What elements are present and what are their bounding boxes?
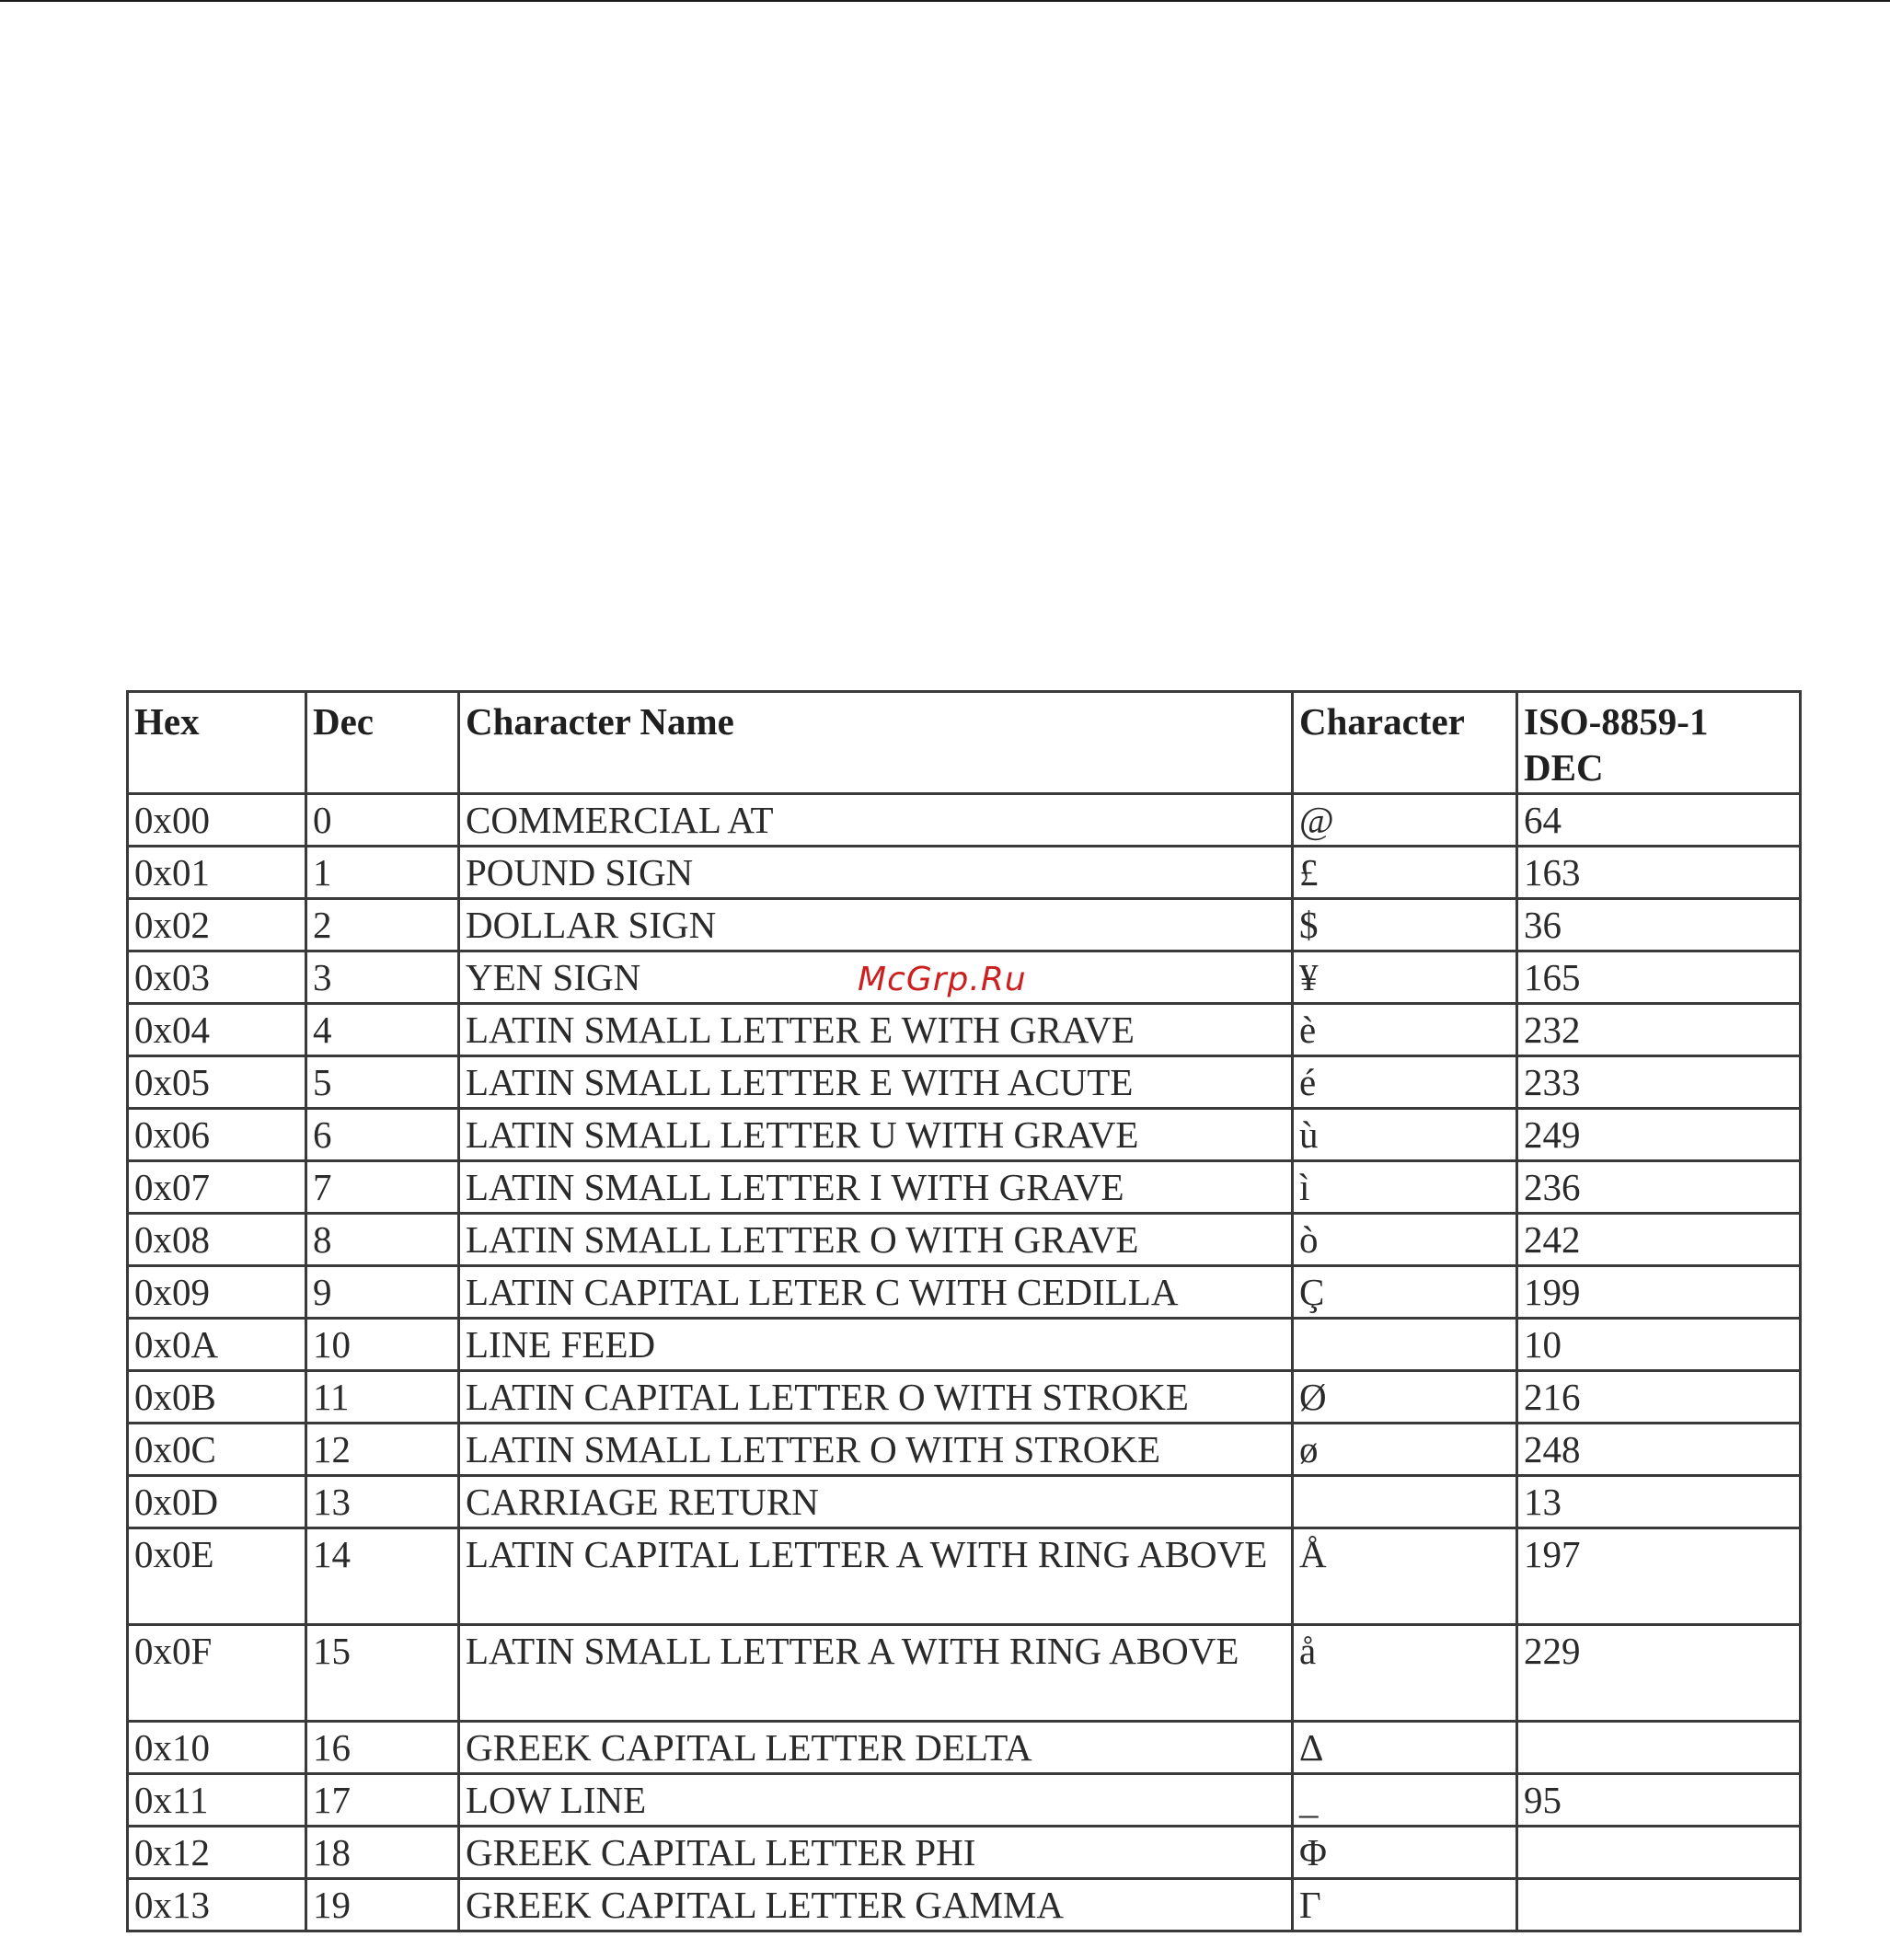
table-row [128,1319,1801,1371]
dec-cell: 7 [306,1161,459,1214]
character-cell: ù [1293,1109,1517,1161]
iso-cell [1517,1827,1801,1879]
character-cell: ¥ [1293,951,1517,1004]
hex-cell: 0x02 [128,899,306,951]
dec-cell: 14 [306,1528,459,1625]
table-header-row [128,692,1801,794]
name-cell: LATIN SMALL LETTER E WITH ACUTE [459,1056,1293,1109]
name-cell: LATIN SMALL LETTER E WITH GRAVE [459,1004,1293,1056]
hex-cell: 0x12 [128,1827,306,1879]
dec-cell: 5 [306,1056,459,1109]
name-cell: GREEK CAPITAL LETTER DELTA [459,1722,1293,1774]
iso-cell: 249 [1517,1109,1801,1161]
iso-cell: 199 [1517,1266,1801,1319]
iso-cell: 242 [1517,1214,1801,1266]
character-cell: è [1293,1004,1517,1056]
character-cell: ø [1293,1424,1517,1476]
page-top-rule [0,0,1890,2]
dec-cell: 8 [306,1214,459,1266]
name-cell: LATIN SMALL LETTER O WITH GRAVE [459,1214,1293,1266]
character-set-table [126,690,1802,1932]
character-cell: Ç [1293,1266,1517,1319]
character-cell: @ [1293,794,1517,847]
hex-cell: 0x0A [128,1319,306,1371]
iso-cell: 95 [1517,1774,1801,1827]
character-cell: Å [1293,1528,1517,1625]
name-cell: CARRIAGE RETURN [459,1476,1293,1528]
header-character: Character [1293,692,1517,794]
table-row [128,1528,1801,1625]
dec-cell: 17 [306,1774,459,1827]
name-cell: LATIN SMALL LETTER O WITH STROKE [459,1424,1293,1476]
hex-cell: 0x11 [128,1774,306,1827]
iso-cell: 64 [1517,794,1801,847]
character-cell: Γ [1293,1879,1517,1931]
character-cell [1293,1319,1517,1371]
table-row [128,1879,1801,1931]
dec-cell: 11 [306,1371,459,1424]
dec-cell: 2 [306,899,459,951]
hex-cell: 0x10 [128,1722,306,1774]
character-cell: ò [1293,1214,1517,1266]
table-row [128,794,1801,847]
iso-cell: 233 [1517,1056,1801,1109]
table-row [128,1625,1801,1722]
iso-cell: 10 [1517,1319,1801,1371]
name-cell: LATIN SMALL LETTER I WITH GRAVE [459,1161,1293,1214]
iso-cell: 236 [1517,1161,1801,1214]
hex-cell: 0x08 [128,1214,306,1266]
dec-cell: 0 [306,794,459,847]
hex-cell: 0x0C [128,1424,306,1476]
dec-cell: 18 [306,1827,459,1879]
table-row [128,1774,1801,1827]
dec-cell: 16 [306,1722,459,1774]
hex-cell: 0x09 [128,1266,306,1319]
character-cell: Δ [1293,1722,1517,1774]
table-row [128,899,1801,951]
table-row [128,1056,1801,1109]
name-cell: GREEK CAPITAL LETTER PHI [459,1827,1293,1879]
character-cell: ì [1293,1161,1517,1214]
table-row [128,1476,1801,1528]
hex-cell: 0x13 [128,1879,306,1931]
iso-cell: 13 [1517,1476,1801,1528]
watermark: McGrp.Ru [858,961,1027,998]
name-cell: LATIN CAPITAL LETTER O WITH STROKE [459,1371,1293,1424]
name-cell: LATIN CAPITAL LETTER A WITH RING ABOVE [459,1528,1293,1625]
name-cell: POUND SIGN [459,847,1293,899]
iso-cell [1517,1722,1801,1774]
hex-cell: 0x0B [128,1371,306,1424]
iso-cell: 216 [1517,1371,1801,1424]
hex-cell: 0x0F [128,1625,306,1722]
name-cell: LOW LINE [459,1774,1293,1827]
table-row [128,1722,1801,1774]
table-row [128,1266,1801,1319]
name-cell: COMMERCIAL AT [459,794,1293,847]
name-cell: LINE FEED [459,1319,1293,1371]
table-row [128,1109,1801,1161]
dec-cell: 15 [306,1625,459,1722]
iso-cell: 229 [1517,1625,1801,1722]
character-cell: Ø [1293,1371,1517,1424]
name-cell: YEN SIGN [459,951,1293,1004]
dec-cell: 13 [306,1476,459,1528]
header-iso-dec: ISO-8859-1 DEC [1517,692,1801,794]
table-row [128,1827,1801,1879]
iso-cell: 36 [1517,899,1801,951]
dec-cell: 9 [306,1266,459,1319]
dec-cell: 10 [306,1319,459,1371]
hex-cell: 0x06 [128,1109,306,1161]
dec-cell: 3 [306,951,459,1004]
header-hex: Hex [128,692,306,794]
iso-cell: 163 [1517,847,1801,899]
hex-cell: 0x01 [128,847,306,899]
character-cell: £ [1293,847,1517,899]
name-cell: DOLLAR SIGN [459,899,1293,951]
table-row [128,1214,1801,1266]
hex-cell: 0x03 [128,951,306,1004]
iso-cell [1517,1879,1801,1931]
table-row [128,847,1801,899]
character-cell: $ [1293,899,1517,951]
character-cell: Φ [1293,1827,1517,1879]
name-cell: GREEK CAPITAL LETTER GAMMA [459,1879,1293,1931]
table-row [128,1424,1801,1476]
dec-cell: 4 [306,1004,459,1056]
character-cell: é [1293,1056,1517,1109]
iso-cell: 248 [1517,1424,1801,1476]
character-cell [1293,1476,1517,1528]
dec-cell: 19 [306,1879,459,1931]
hex-cell: 0x0D [128,1476,306,1528]
table-row [128,1371,1801,1424]
name-cell: LATIN SMALL LETTER A WITH RING ABOVE [459,1625,1293,1722]
dec-cell: 6 [306,1109,459,1161]
header-character-name: Character Name [459,692,1293,794]
table-row [128,1161,1801,1214]
iso-cell: 165 [1517,951,1801,1004]
header-dec: Dec [306,692,459,794]
dec-cell: 1 [306,847,459,899]
hex-cell: 0x07 [128,1161,306,1214]
hex-cell: 0x04 [128,1004,306,1056]
iso-cell: 232 [1517,1004,1801,1056]
character-cell: _ [1293,1774,1517,1827]
iso-cell: 197 [1517,1528,1801,1625]
dec-cell: 12 [306,1424,459,1476]
hex-cell: 0x0E [128,1528,306,1625]
character-cell: å [1293,1625,1517,1722]
name-cell: LATIN CAPITAL LETER C WITH CEDILLA [459,1266,1293,1319]
hex-cell: 0x05 [128,1056,306,1109]
name-cell: LATIN SMALL LETTER U WITH GRAVE [459,1109,1293,1161]
table-row [128,1004,1801,1056]
hex-cell: 0x00 [128,794,306,847]
